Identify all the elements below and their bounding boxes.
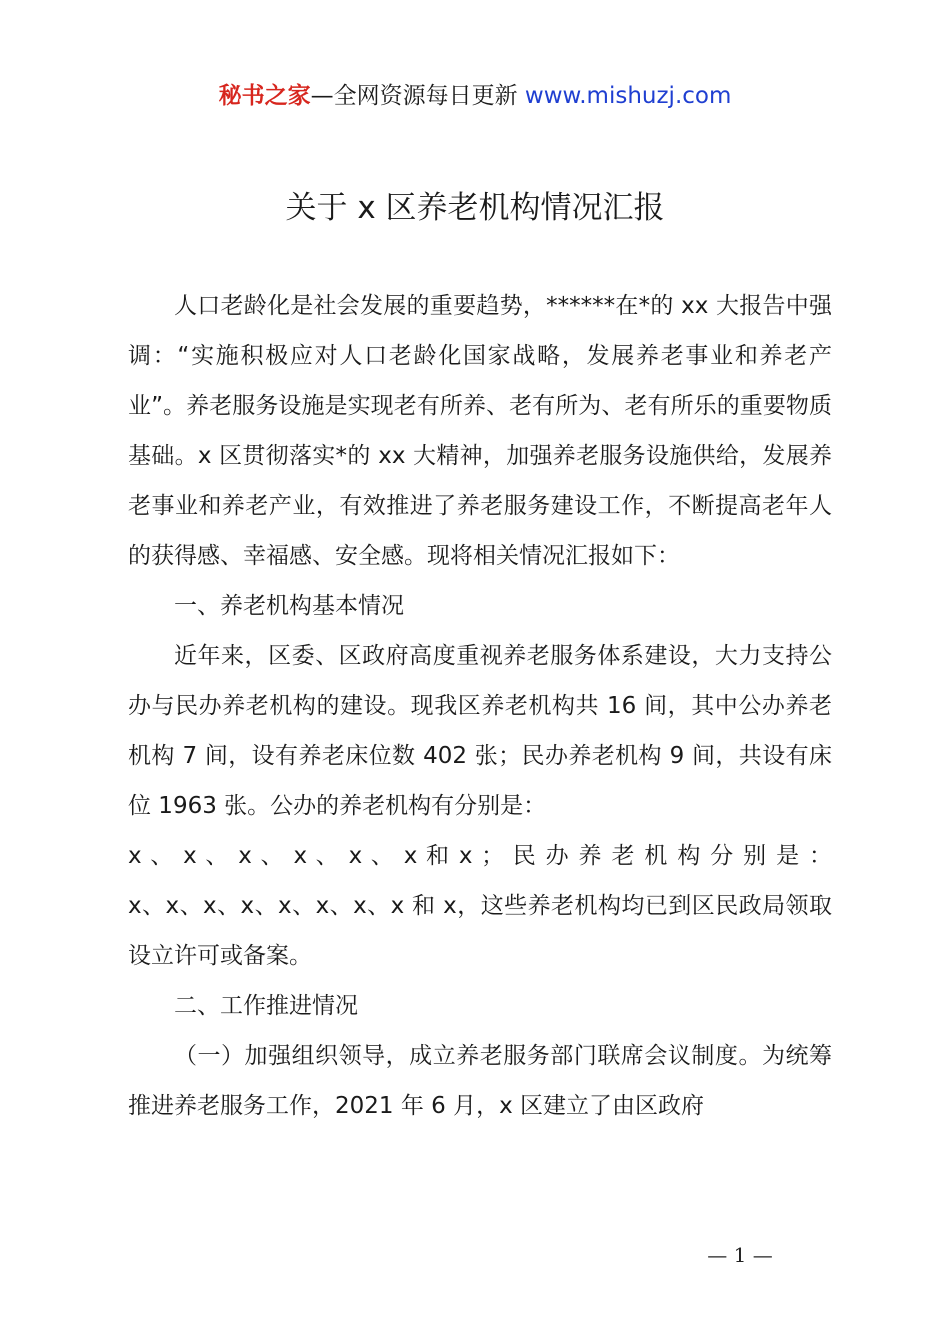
section1-paragraph: 近年来，区委、区政府高度重视养老服务体系建设，大力支持公办与民办养老机构的建设。现我区养老机构共 16 间，其中公办养老机构 7 间，设有养老床位数 402 张；民办养老机构 9 间，共设有床位 1963 张。公办的养老机构有分别是： [128, 643, 832, 819]
section2-heading: 二、工作推进情况 [174, 993, 358, 1019]
document-title: 关于 x 区养老机构情况汇报 [285, 190, 665, 226]
section2-paragraph: （一）加强组织领导，成立养老服务部门联席会议制度。为统筹推进养老服务工作，2021 年 6 月，x 区建立了由区政府 [128, 1043, 832, 1119]
document-body [128, 281, 832, 1131]
page-number: — 1 — [707, 1243, 773, 1267]
section1-list-continuation: x、x、x、x、x、x、x、x 和 x，这些养老机构均已到区民政局领取设立许可或备案。 [128, 893, 832, 969]
site-header [0, 78, 950, 114]
brand-name: 秘书之家 [218, 83, 311, 109]
section1-heading: 一、养老机构基本情况 [174, 593, 404, 619]
section1-list-line: x 、 x 、 x 、 x 、 x 、 x 和 x ； 民 办 养 老 机 构 分 别 是 ： [128, 843, 832, 869]
header-tagline: —全网资源每日更新 [310, 83, 525, 109]
site-url-link[interactable]: www.mishuzj.com [524, 83, 732, 109]
intro-paragraph: 人口老龄化是社会发展的重要趋势，******在*的 xx 大报告中强调：“实施积极应对人口老龄化国家战略，发展养老事业和养老产业”。养老服务设施是实现老有所养、老有所为、老有所乐的重要物质基础。x 区贯彻落实*的 xx 大精神，加强养老服务设施供给，发展养老事业和养老产业，有效推进了养老服务建设工作，不断提高老年人的获得感、幸福感、安全感。现将相关情况汇报如下： [128, 293, 832, 569]
